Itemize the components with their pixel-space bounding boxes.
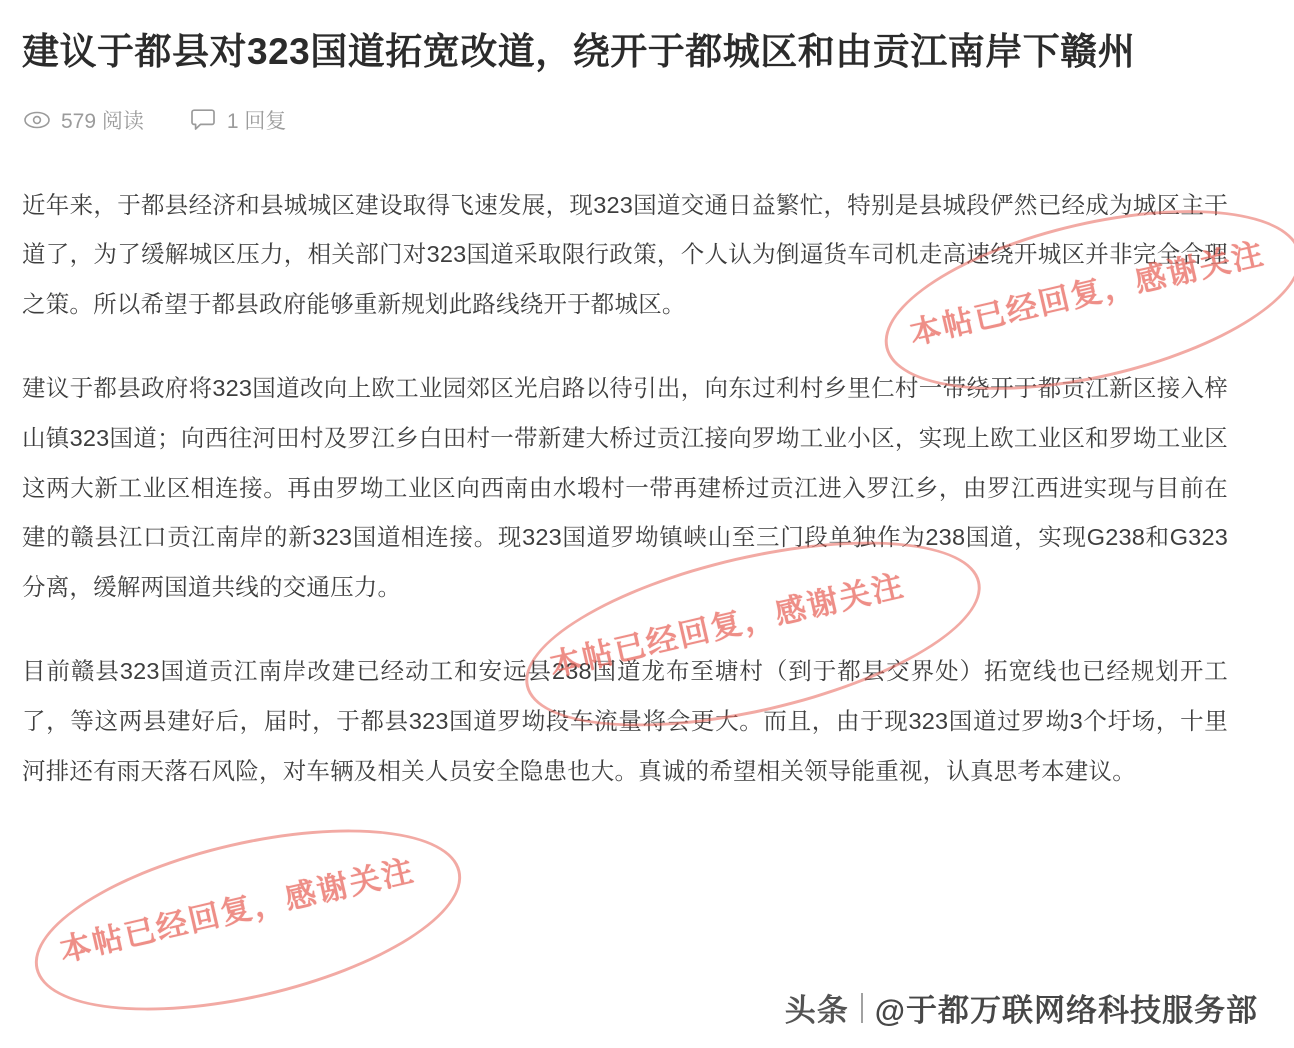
- paragraph: 建议于都县政府将323国道改向上欧工业园郊区光启路以待引出，向东过利村乡里仁村一带绕开于都贡江新区接入梓山镇323国道；向西往河田村及罗江乡白田村一带新建大桥过贡江接向罗坳工业小区，实现上欧工业区和罗坳工业区这两大新工业区相连接。再由罗坳工业区向西南由水塅村一带再建桥过贡江进入罗江乡，由罗江西进实现与目前在建的赣县江口贡江南岸的新323国道相连接。现323国道罗坳镇峡山至三门段单独作为238国道，实现G238和G323分离，缓解两国道共线的交通压力。: [22, 374, 1228, 601]
- paragraph: 近年来，于都县经济和县城城区建设取得飞速发展，现323国道交通日益繁忙，特别是县城段俨然已经成为城区主干道了，为了缓解城区压力，相关部门对323国道采取限行政策，个人认为倒逼货车司机走高速绕开城区并非完全合理之策。所以希望于都县政府能够重新规划此路线绕开于都城区。: [22, 191, 1228, 318]
- article-meta: [20, 105, 1258, 135]
- view-count-label: 579 阅读: [61, 109, 144, 133]
- article-body: [20, 181, 1258, 797]
- reply-count-label: 1 回复: [226, 109, 287, 133]
- logo-author-name: @于都万联网络科技服务部: [874, 993, 1258, 1028]
- page-title: 建议于都县对323国道拓宽改道，绕开于都城区和由贡江南岸下赣州: [22, 31, 1136, 72]
- watermark-stamp: 本帖已经回复，感谢关注: [546, 567, 908, 684]
- view-count: [24, 105, 144, 135]
- eye-icon: [24, 111, 50, 129]
- toutiao-logo-icon: 头条: [784, 993, 849, 1028]
- watermark-stamp: 本帖已经回复，感谢关注: [56, 852, 418, 969]
- stamp-ring: [18, 795, 478, 1045]
- watermark-stamp: 本帖已经回复，感谢关注: [906, 235, 1268, 352]
- logo-watermark: [785, 985, 1258, 1030]
- reply-count: [190, 105, 287, 135]
- paragraph: 目前赣县323国道贡江南岸改建已经动工和安远县238国道龙布至塘村（到于都县交界处）拓宽线也已经规划开工了，等这两县建好后，届时，于都县323国道罗坳段车流量将会更大。而且，由于现323国道过罗坳3个圩场，十里河排还有雨天落石风险，对车辆及相关人员安全隐患也大。真诚的希望相关领导能重视，认真思考本建议。: [22, 658, 1228, 784]
- logo-divider: [861, 993, 863, 1023]
- comment-icon: [190, 109, 216, 131]
